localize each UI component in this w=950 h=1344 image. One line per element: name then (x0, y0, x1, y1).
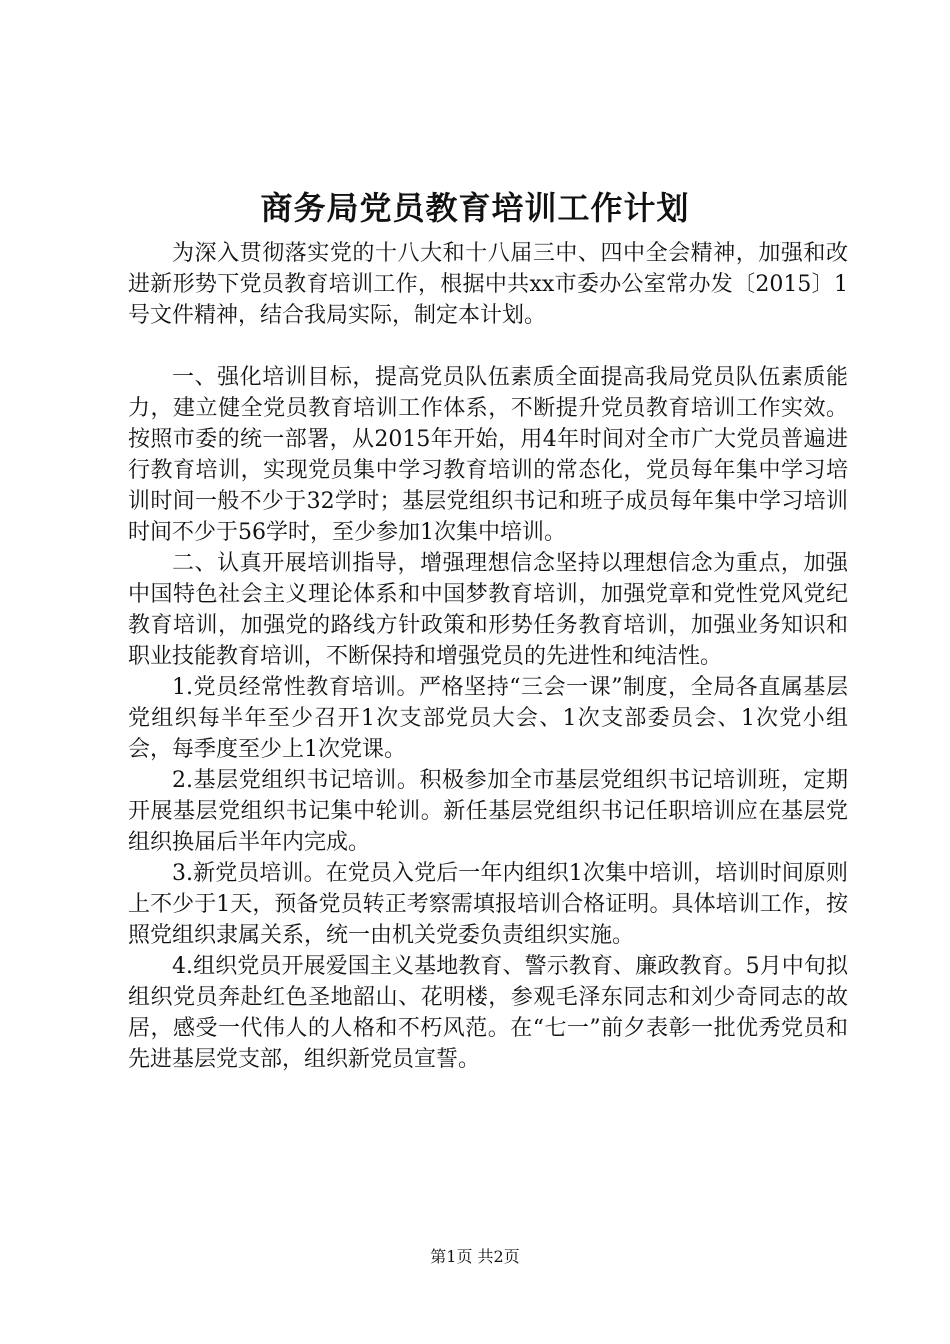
item-four-paragraph: 4.组织党员开展爱国主义基地教育、警示教育、廉政教育。5月中旬拟组织党员奔赴红色圣地韶山、花明楼，参观毛泽东同志和刘少奇同志的故居，感受一代伟人的人格和不朽风范。在“七一”前夕表彰一批优秀党员和先进基层党支部，组织新党员宣誓。 (128, 954, 848, 1072)
item-two-paragraph: 2.基层党组织书记培训。积极参加全市基层党组织书记培训班，定期开展基层党组织书记集中轮训。新任基层党组织书记任职培训应在基层党组织换届后半年内完成。 (128, 768, 848, 855)
page-number: 第1页 共2页 (430, 1247, 520, 1266)
section-one-paragraph: 一、强化培训目标，提高党员队伍素质全面提高我局党员队伍素质能力，建立健全党员教育培训工作体系，不断提升党员教育培训工作实效。按照市委的统一部署，从2015年开始，用4年时间对全市广大党员普遍进行教育培训，实现党员集中学习教育培训的常态化，党员每年集中学习培训时间一般不少于32学时；基层党组织书记和班子成员每年集中学习培训时间不少于56学时，至少参加1次集中培训。 (128, 365, 848, 545)
item-one-paragraph: 1.党员经常性教育培训。严格坚持“三会一课”制度，全局各直属基层党组织每半年至少召开1次支部党员大会、1次支部委员会、1次党小组会，每季度至少上1次党课。 (128, 675, 848, 762)
intro-paragraph: 为深入贯彻落实党的十八大和十八届三中、四中全会精神，加强和改进新形势下党员教育培训工作，根据中共xx市委办公室常办发〔2015〕1号文件精神，结合我局实际，制定本计划。 (128, 241, 848, 328)
section-two-paragraph: 二、认真开展培训指导，增强理想信念坚持以理想信念为重点，加强中国特色社会主义理论体系和中国梦教育培训，加强党章和党性党风党纪教育培训，加强党的路线方针政策和形势任务教育培训，加强业务知识和职业技能教育培训，不断保持和增强党员的先进性和纯洁性。 (128, 551, 848, 669)
paragraph-spacer (128, 331, 848, 362)
document-body (128, 238, 848, 1075)
document-title: 商务局党员教育培训工作计划 (260, 189, 690, 227)
item-three-paragraph: 3.新党员培训。在党员入党后一年内组织1次集中培训，培训时间原则上不少于1天，预备党员转正考察需填报培训合格证明。具体培训工作，按照党组织隶属关系，统一由机关党委负责组织实施。 (128, 861, 848, 948)
